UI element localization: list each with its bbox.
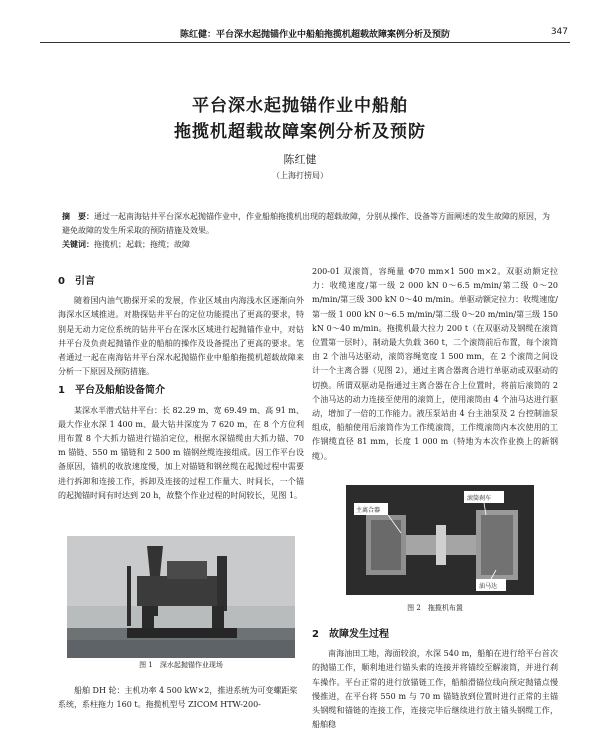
section-0-paragraph: 随着国内油气勘探开采的发展，作业区域由内海浅水区逐渐向外海深水区域推进。对勘探钻井平台的定位功能提出了更高的要求，特别是无动力定位系统的钻井平台在深水区域进行起抛锚作业中，对钻井平台及负责起抛锚作业的船舶的操作及设备提出了更高的要求。笔者通过一起在南海钻井平台深水起抛锚作业中船舶拖揽机超载故障来分析一下原因及预防措施。 <box>58 296 304 377</box>
article-title <box>0 93 600 145</box>
section-1-heading: 1 平台及船舶设备简介 <box>58 385 165 397</box>
abstract-text: 通过一起南海钻井平台深水起抛锚作业中，作业船舶拖揽机出现的超载故障，分别从操作、设备等方面阐述的发生故障的原因，为避免故障的发生所采取的预防措施及效果。 <box>62 212 550 235</box>
section-2-paragraph: 南海油田工地，海面较浪，水深 540 m，船舶在进行给平台首次的抛锚工作，顺利地进行锚头索的连接并将锚绞至解滚筒，并进行刹车操作。平台正常的进行放锚链工作，船舶滑锚位线向预定抛锚点慢慢推进，在平台将 550 m 与 70 m 锚链放到位置时进行正常的主锚头钢缆和锚链的连接工作，连接完毕后继续进行放主锚头钢缆工作，船舶稳 <box>312 649 558 730</box>
author-name: 陈红健 <box>283 153 317 166</box>
winch-spec-paragraph: 200-01 双滚筒，容绳量 Φ70 mm×1 500 m×2。双驱动额定拉力：收缆速度/第一级 2 000 kN 0～6.5 m/min/第二级 0～20 m/min/第三级 300 kN 0～40 m/min。单驱动额定拉力：收缆速度/第一级 1 000 kN 0～6.5 m/min/第二级 0～20 m/min/第三级 150 kN 0～40 m/min。拖揽机最大拉力 200 t（在双驱动及钢缆在滚筒位置第一层时），制动最大负载 360 t，二个滚筒前后布置，每个滚筒由 2 个油马达驱动，滚筒容绳宽度 1 500 mm，在 2 个滚筒之间设计一个主离合器（见图 2），通过主离合器离合进行单驱动或双驱动的切换。所谓双驱动是指通过主离合器在合上位置时，将前后滚筒的 2 个油马达的动力连接至使用的滚筒上，使用滚筒由 4 个油马达进行驱动，增加了一倍的工作能力。液压泵站由 4 台主油泵及 2 台控制油泵组成，船舶使用后滚筒作为工作缆滚筒，工作缆滚筒内本次使用的工作钢缆直径 81 mm，长度 1 000 m（特地为本次作业换上的新钢缆）。 <box>312 267 558 461</box>
motor-label: 油马达 <box>479 583 498 590</box>
section-0-heading: 0 引言 <box>58 276 95 287</box>
keywords <box>62 238 550 252</box>
abstract <box>62 210 550 238</box>
figure-1-caption: 图 1 深水起抛锚作业现场 <box>139 661 223 669</box>
page-number: 347 <box>550 27 568 37</box>
affiliation: （上海打捞局） <box>272 171 328 180</box>
abstract-block <box>62 210 550 252</box>
right-column-continued <box>312 623 558 732</box>
keywords-text: 拖揽机；起载；拖缆；故障 <box>94 240 190 249</box>
brake-label: 滚筒刹车 <box>467 495 492 502</box>
ship-paragraph: 船舶 DH 轮：主机功率 4 500 kW×2，推进系统为可变螺距桨系统，系柱拖力 160 t。拖揽机型号 ZICOM HTW-200- <box>58 686 298 710</box>
section-1-paragraph: 某深水半潜式钻井平台：长 82.29 m、宽 69.49 m、高 91 m、最大作业水深 1 400 m、最大钻井深度为 7 620 m，在 8 个方位利用布置 8 个大抓力锚进行锚泊定位，根据水深锚缆由大抓力锚、70 m 锚链、550 m 锚链和 2 500 m 锚钢丝缆连接组成。因工作平台设备原因，锚机的收放速度慢，加上对锚链和钢丝缆在起抛过程中需要进行拆卸和连接工作，拆卸及连接的过程工作量大、时间长，一个锚的起抛锚时间有时达到 20 h，故整个作业过程的时间较长，见图 1。 <box>58 405 304 500</box>
running-header <box>40 24 570 43</box>
left-column <box>58 270 304 503</box>
figure-2-caption: 图 2 拖揽机布置 <box>407 604 463 612</box>
figure-1-photo <box>67 536 295 658</box>
abstract-label: 摘 要： <box>62 212 94 221</box>
running-title: 陈红健：平台深水起抛锚作业中船舶拖揽机超载故障案例分析及预防 <box>180 30 451 40</box>
right-column <box>312 265 558 464</box>
section-2-heading: 2 故障发生过程 <box>312 629 389 640</box>
keywords-label: 关键词： <box>62 240 94 249</box>
left-column-continued <box>58 684 304 712</box>
title-line-1: 平台深水起抛锚作业中船舶 <box>192 96 408 116</box>
figure-2-diagram <box>346 485 534 595</box>
clutch-label: 主离合器 <box>356 507 381 514</box>
title-line-2: 拖揽机超载故障案例分析及预防 <box>174 122 426 142</box>
